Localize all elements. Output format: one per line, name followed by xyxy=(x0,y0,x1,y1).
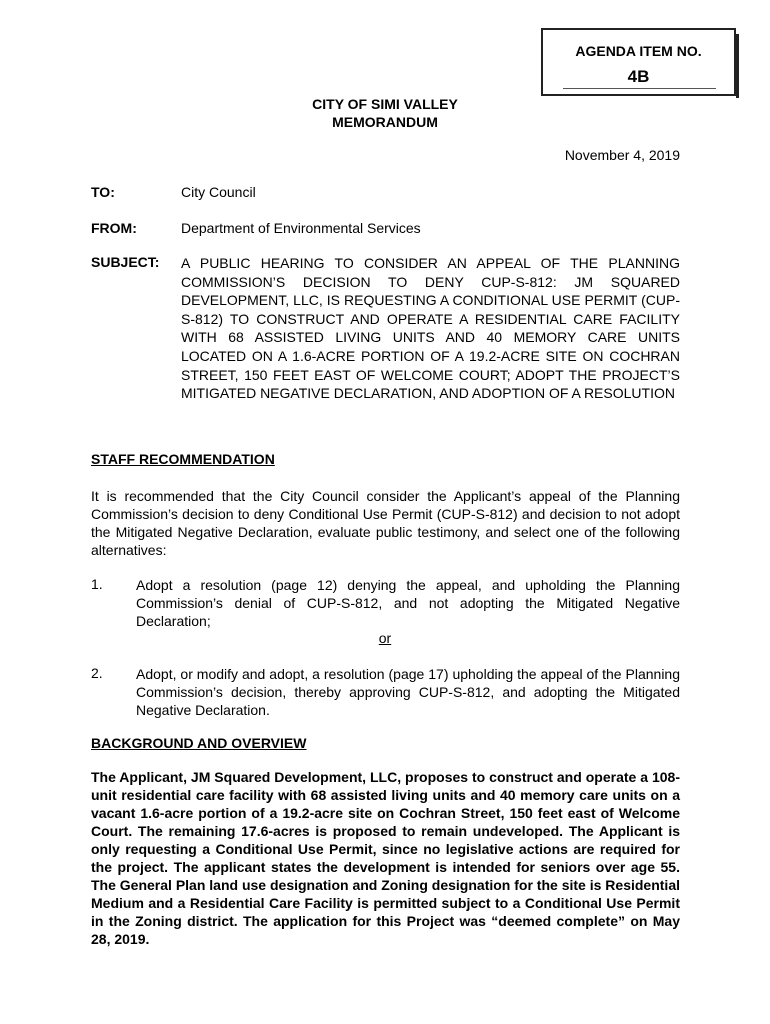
agenda-item-number: 4B xyxy=(627,67,650,86)
staff-recommendation-heading: STAFF RECOMMENDATION xyxy=(91,451,275,467)
to-value: City Council xyxy=(181,184,256,200)
memo-title: MEMORANDUM xyxy=(332,114,438,130)
memo-date: November 4, 2019 xyxy=(564,147,680,163)
alternative-1-text: Adopt a resolution (page 12) denying the appeal, and upholding the Planning Commission’s denial of CUP-S-812, and not adopting the Mitigated Negative Declaration; xyxy=(136,577,680,629)
city-title: CITY OF SIMI VALLEY xyxy=(312,96,458,112)
or-separator: or xyxy=(378,630,392,646)
agenda-item-label: AGENDA ITEM NO. xyxy=(575,43,702,59)
to-label: TO: xyxy=(91,184,115,200)
from-label: FROM: xyxy=(91,220,137,236)
alternative-1-number: 1. xyxy=(91,576,103,592)
from-value: Department of Environmental Services xyxy=(181,220,421,236)
alternative-2-text: Adopt, or modify and adopt, a resolution (page 17) upholding the appeal of the Planning Commission’s decision, thereby approving CUP-S-812, and adopting the Mitigated Negative Declaration. xyxy=(136,666,680,718)
subject-text: A PUBLIC HEARING TO CONSIDER AN APPEAL OF THE PLANNING COMMISSION’S DECISION TO DENY CUP-S-812: JM SQUARED DEVELOPMENT, LLC, IS REQUESTING A CONDITIONAL USE PERMIT (CUP-S-812) TO CONSTRUCT AND OPERATE A RESIDENTIAL CARE FACILITY WITH 68 ASSISTED LIVING UNITS AND 40 MEMORY CARE UNITS LOCATED ON A 1.6-ACRE PORTION OF A 19.2-ACRE SITE ON COCHRAN STREET, 150 FEET EAST OF WELCOME COURT; ADOPT THE PROJECT’S MITIGATED NEGATIVE DECLARATION, AND ADOPTION OF A RESOLUTION xyxy=(181,255,680,402)
recommendation-intro: It is recommended that the City Council consider the Applicant’s appeal of the Planning Commission’s decision to deny Conditional Use Permit (CUP-S-812) and decision to not adopt the Mitigated Negative Declaration, evaluate public testimony, and select one of the following alternatives: xyxy=(91,488,680,558)
subject-label: SUBJECT: xyxy=(91,254,160,270)
alternative-2-number: 2. xyxy=(91,665,103,681)
agenda-item-divider xyxy=(563,88,716,89)
background-heading: BACKGROUND AND OVERVIEW xyxy=(91,735,307,751)
agenda-item-box xyxy=(541,28,736,96)
background-text: The Applicant, JM Squared Development, LLC, proposes to construct and operate a 108-unit residential care facility with 68 assisted living units and 40 memory care units on a vacant 1.6-acre portion of a 19.2-acre site on Cochran Street, 150 feet east of Welcome Court. The remaining 17.6-acres is proposed to remain undeveloped. The Applicant is only requesting a Conditional Use Permit, since no legislative actions are required for the project. The applicant states the development is intended for seniors over age 55. The General Plan land use designation and Zoning designation for the site is Residential Medium and a Residential Care Facility is permitted subject to a Conditional Use Permit in the Zoning district. The application for this Project was “deemed complete” on May 28, 2019. xyxy=(91,769,680,947)
